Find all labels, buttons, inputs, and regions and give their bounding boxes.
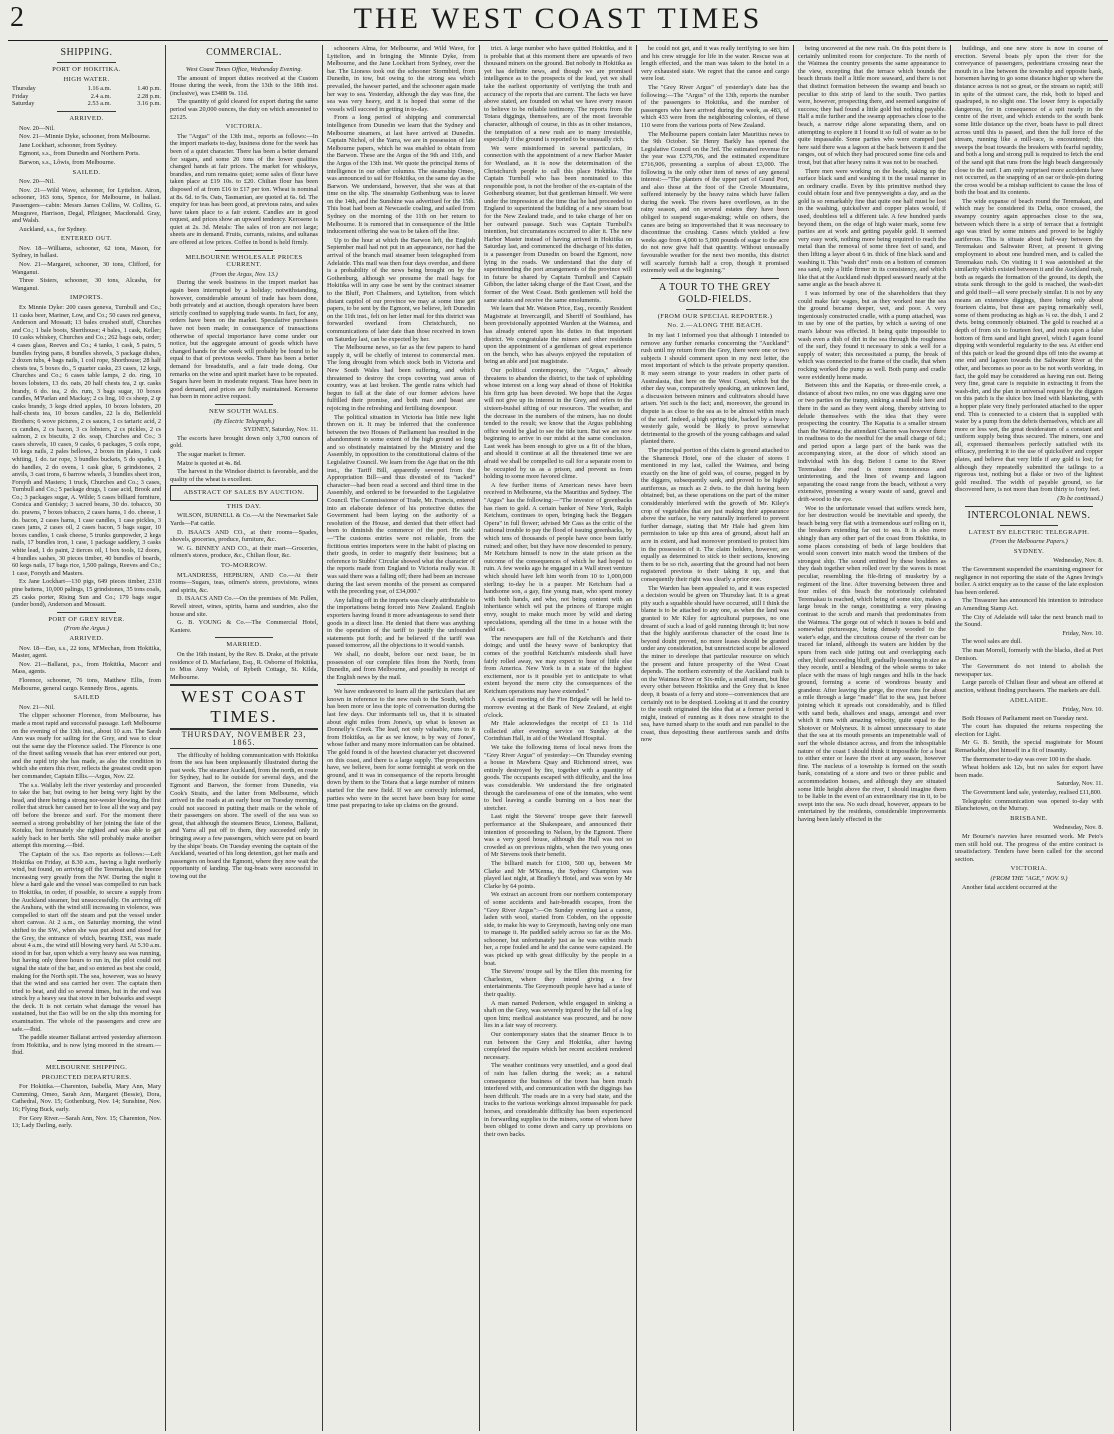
dateline: Wednesday, Nov. 8. xyxy=(1053,557,1103,565)
paragraph: schooners Alma, for Melbourne, and Wild Wave, for Lyttelton, and in bringing the Minnie Dyke, from Melbourne, and the Jane Lockhart from Sydney, over the bar. The Lioness took out the schooner Stormbird, from Dunedin, in tow, but owing to the strong sea which prevailed, the hawser parted, and the schooner again made her way to sea. Yesterday, although the day was fine, the sea was very heavy, and it is hoped that some of the vessels will succeed in getting in to-day. xyxy=(327,45,475,113)
paragraph: The man Morrell, formerly with the blacks, died at Port Denison. xyxy=(955,646,1103,662)
paragraph: M'LANDRESS, HEPBURN, AND Co.—At their rooms—Sugars, teas, oilmen's stores, provisions, wines and spirits, &c. xyxy=(170,571,318,594)
paragraph: Our political contemporary, the "Argus," already threatens to abandon the district, to the task of upholding whose interest on a long way ahead of those of Hokitika his firm grip has been devoted. We hope that the Argus will not give up its interest in the Grey, and refers to the sixteen-bushel sifting of our resources. The weather, and the decrease in the numbers of the miners, has no doubt tended to the result; we know that the Argus publishing office would be glad to see the tide turn. But we are now beginning to arrive in our midst at the same conclusion. Last week has been enough to give us a fit of the blues, and should it continue at all the threatened time we are afraid we shall be compelled to call for a separate room to be occupied by us as a prison, and prevent us from holding to some more favored clime. xyxy=(484,366,632,481)
subheading: SYDNEY. xyxy=(1013,547,1045,555)
paragraph: G. B. YOUNG & Co.—The Commercial Hotel, Kaniere. xyxy=(170,619,318,634)
paragraph: We shall, no doubt, before our next issue, be in possession of our complete files from the North, from Dunedin, and from Melbourne, and possibly in receipt of the English news by the mail. xyxy=(327,650,475,681)
column-1 xyxy=(8,45,165,1431)
subheading: TO-MORROW. xyxy=(220,562,268,570)
paragraph: The newspapers are full of the Ketchum's and their doings; and until the heavy wave of bankruptcy that comes of the youthful Ketchum's misdeeds shall have fairly rolled away, we may expect to hear of little else from America. New York is in a state of the highest excitement, nor is it possible yet to anticipate to what extent beyond the mere city the consequences of the Ketchum operations may have extended." xyxy=(484,634,632,695)
paragraph: buildings, and one new store is now in course of erection. Several boats ply upon the river for the conveyance of passengers, pedestrians crossing near the mouth in a line between the township and opposite bank, horsemen having to go some distance higher up where the distance across is not so great, or the stream so rapid; still in spite of the utmost care, the risk, both to biped and quadruped, is no slight one. The lower ferry is especially dangerous, for in consequence of a spit nearly in the centre of the river, and which extends to the south bank some little distance up the river, boats have to pull direct across until this is passed, and then the full force of the stream, running like a mill-race, is encountered; this sweeps the boat towards the breakers with fearful rapidity, and both a long and strong pull is required to fetch the end of the sand spit that runs from the high beach dangerously close to the surf. I am only surprised more accidents have not occurred, as the snapping of an oar or thole-pin during the cross would be a mishap sufficient to cause the loss of both the boat and its contents. xyxy=(955,45,1103,197)
auction-abstract-box xyxy=(170,485,318,501)
paragraph: For Hokitika.—Charenton, Isabella, Mary Ann, Mary Cumming, Omeo, Sarah Ann, Margaret (Bessie), Dora, Cathedral, Nov. 15; Gothenburg, Nov. 14; Sunshine, Nov. 16; Flying Buck, early. xyxy=(12,1083,161,1113)
paragraph: D. ISAACS AND CO., at their rooms—Spades, shovels, groceries, produce, furniture, &c. xyxy=(170,528,318,544)
divider xyxy=(215,637,273,638)
divider xyxy=(686,309,744,310)
paragraph: Nov. 21—Margaret, schooner, 30 tons, Clifford, for Wanganui. xyxy=(12,261,161,276)
paragraph: being uncovered at the new rush. On this point there is certainly unlimited room for conjecture. To the north of the Waimea the country presents the same appearance to the view, excepting that the terrace which bounds the beach thrusts itself a little more seaward, and there is not that distinct formation between the swamp and beach so peculiar to this strip of land to the south. Two parties were, however, prospecting there, and seemed sanguine of success; they had found a little gold but nothing payable. Half a mile further and the swamp approaches close to the beach, a narrow ridge alone separating them, and on attempting to explore it I found it so full of water as to be quite impassable. Some parties who were cramped just here said there was a lagoon at the back between it and the ranges, out of which they had procured some fine cels and trout, but that after heavy rains it was not to be reached. xyxy=(798,45,946,166)
paragraph: he could not get, and it was really terrifying to see him and his crew struggle for life in the water. Rescue was at length effected, and the man was taken to the hotel in a very exhausted state. We regret that the canoe and cargo were lost. xyxy=(641,45,789,83)
subheading: MARRIED. xyxy=(226,641,262,649)
subheading: ADELAIDE. xyxy=(1009,696,1049,704)
paragraph: We were misinformed in several particulars, in connection with the appointment of a new Harbor Master for Westland, as it is now the determination of the Christchurch people to call this place Hokitika. The Captain Turnbull who has been nominated to this responsible post, is not the brother of the ex-captain of the Gothenburg steamer, but that gentleman himself. We were under the impression at the time that he had proceeded to England to superintend the building of a new steam boat for the New Zealand trade, and to take charge of her on her outward passage. Such was Captain Turnbull's intention, but circumstances occurred to alter it. The new Harbor Master instead of having arrived in Hokitika on Saturday last, and commenced the discharge of his duties, is a passenger from Dunedin on board the Egmont, now lying in the roads. We understand that the duty of superintending the port arrangements of the province will in future be shared by Captain Turnbull and Captain Gibbon, the latter taking charge of the East Coast, and the former of the West Coast. Both gentlemen will hold the same status and receive the same emoluments. xyxy=(484,144,632,304)
subheading: BRISBANE. xyxy=(1010,814,1048,822)
paragraph: Between this and the Kapatia, or three-mile creek, a distance of about two miles, no one was digging save one or two parties on the tramp, sinking a small hole here and there in the sand as they went along, thereby striving to delude themselves with the idea that they were prospecting the country. The Kapatia is a smaller stream than the Waimea; the attendant Charon was however there in readiness to do the needful for the small charge of 6d.; and period upon a large part of the bank was the accompanying store, at the door of which stood an individual with his dog. Before I came to the River Teremakau the road is more monotonous and uninteresting, and the lines of swamp and lagoon separating the coast range from the beach, without a very extensive, presenting a weary waste of sand, gravel and drift-wood to the eye. xyxy=(798,382,946,504)
paragraph: The billiard match for £100, 500 up, between Mr Clarke and Mr M'Kenna, the Sydney Champion was played last night, at Bradley's Hotel, and was won by Mr Clarke by 64 points. xyxy=(484,859,632,890)
paragraph: Last night the Stevens' troupe gave their farewell performance at the Shakespeare, and announced their intention of proceeding to Nelson, by the Egmont. There was a very good house, although the Hall was not so crowded as on previous nights, when the two young ones of Mr Stevens took their benefit. xyxy=(484,813,632,859)
paragraph: We take the following items of local news from the "Grey River Argus" of yesterday:—On Thursday evening a house in Mawhera Quay and Richmond street, was entirely destroyed by fire, together with a quantity of goods. The occupants escaped with difficulty, and the loss was considerable. We understand the fire originated through the carelessness of one of the inmates, who went to bed leaving a candle burning on a box near the stretcher. xyxy=(484,744,632,812)
masthead xyxy=(8,0,1108,41)
divider xyxy=(215,404,273,405)
subheading: ARRIVED. xyxy=(69,114,104,122)
newspaper-title: THE WEST COAST TIMES xyxy=(353,2,763,35)
paragraph: Wheat holders ask 12s, but no sales for export have been made. xyxy=(955,764,1103,779)
paragraph: The Government suspended the examining engineer for negligence in not reporting the state of the Agnes Irving's boiler. A strict enquiry as to the cause of the late explosion has been ordered. xyxy=(955,566,1103,596)
paragraph: The amount of import duties received at the Custom House during the week, from the 13th to the 18th inst. (inclusive), was £3488 9s. 11d. xyxy=(170,74,318,97)
columns xyxy=(8,45,1108,1431)
paragraph: Our contemporary states that the steamer Bruce is to run between the Grey and Hokitika, after having completed the repairs which her recent accident rendered necessary. xyxy=(484,1031,632,1061)
paragraph: A few further items of American news have been received in Melbourne, via the Mauritius and Sydney. The "Argus" has the following:—"The investor of greenbacks has risen to gold. A certain banker of New York, Ralph Ketchum, continues to open, bringing back the Beggars Opera" in full flower; advised Mr Cass as the critic of the national trouble to pay the flood of issuing greenbacks, by which tens of thousands of people have once been fairly ruined; and other, but they have now descended to penury. Mr Ketchum himself is now in the state prison as the outcome of the consequences of which he had hoped to ruin. A few weeks ago he engaged in a Wall street venture which should have left him worth from 10 to 1,000,000 sterling; to-day he is a pauper. Mr Ketchum had a handsome son, a gay, fine young man, who spent money with both hands, and who, not being content with an inheritance which wil put the princes of Europe might envy, sought to make much more by wild and daring speculations, spending all the time in a house with the wild cat. xyxy=(484,481,632,634)
paragraph: Nov. 18—Williams, schooner, 62 tons, Mason, for Sydney, in ballast. xyxy=(12,244,161,260)
subheading: ABSTRACT OF SALES BY AUCTION. xyxy=(183,489,305,497)
dateline: Wednesday, Nov. 8. xyxy=(1053,824,1103,832)
divider xyxy=(57,612,116,613)
divider xyxy=(215,250,273,251)
subheading: SAILED xyxy=(73,694,100,702)
column-2 xyxy=(165,45,322,1431)
subheading: VICTORIA. xyxy=(1010,865,1048,873)
paragraph: The court has disputed the returns respecting the election for Light. xyxy=(955,723,1103,738)
subheading: IMPORTS. xyxy=(69,294,104,302)
paragraph: Telegraphic communication was opened to-day with Blanchetown, on the Murray. xyxy=(955,797,1103,813)
paragraph: The "Grey River Argus" of yesterday's date has the following:—The "Argus" of the 13th, reports the number of the passengers to Hokitika, and the number of passengers who have arrived during the week, as 483, of which 433 were from the neighbouring colonies, of these 110 were from the various ports of New Zealand. xyxy=(641,83,789,129)
subheading: MELBOURNE WHOLESALE PRICES CURRENT. xyxy=(185,253,303,269)
paragraph: The wide expanse of beach round the Teremakau, and which may be considered its Delta, once crossed, the swampy country again approaches close to the sea, between which there is a strip of terrace that a fortnight ago was tried by some miners and proved to be highly auriferous. This is situate about half-way between the Teremakau and Saltwater River, at present it giving employment to about one hundred men, and is called the Teremakau rush. On visiting it I was astonished at the similarity which existed between it and the Auckland rush, both as regards the formation of the ground, its depth, the strata sunk through to the gold is reached, the wash-dirt and gold itself—all were precisely similar. It is not by any means an extensive diggings, there being only about fourteen claims, but these are paying remarkably well, some of them producing as high as ¼ oz. the dish, 1 and 2 dwts. being commonly obtained. The gold is reached at a depth of from six to fourteen feet, and rests upon a false bottom of firm sand and light gravel, which I again found dipping with wonderful regularity to the sea. At either end of this patch or lead the ground dips off into the swamp at one end and lagoon towards the Saltwater River at the other, and becomes so poor as to be not worth working, in fact, the gold may be considered as having run out. Being very fine, great care is requisite in extracting it from the wash-dirt, and the plan in universal request by the diggers on this patch is the sluice box lined with blanketing, with a hopper plate very finely perforated attached to the upper end. This is connected to a cistern that is supplied with water by a pump from the debris themselves, which are all more or less wet, the great desideratum of a constant and uniform supply being thus secured. The miners, one and all, expressed themselves perfectly satisfied with its efficacy, preferring it to the use of quicksilver and copper plates, and believe that very little if any gold is lost; for although they repeatedly submitted the tailings to a rigorous test, nothing but a flake or two of the lightest gold resulted. The width of payable ground, so far discovered here, is not more than from thirty to forty feet. xyxy=(955,197,1103,494)
paragraph: The Government do not intend to abolish the newspaper tax. xyxy=(955,663,1103,678)
paragraph: Large parcels of Chilian flour and wheat are offered at auction, without finding purchasers. The markets are dull. xyxy=(955,679,1103,694)
paragraph: The political situation in Victoria has little new light thrown on it. It may be inferred that the conference between the two Houses of Parliament has resulted in the abandonment to some extent of the high ground so long and so obstinately maintained by the Ministry and the Assembly, in opposition to the constitutional claims of the Legislative Council. We learn from the Age that on the 8th inst., the Tariff Bill, apparently severed from the Appropriation Bill—and thus divested of its "tacked" character—had been read a second and third time in the Assembly, and ordered to be forwarded to the Legislative Council. The Commissioner of Trade, Mr. Francis, entered into an elaborate defence of his protective duties the Government had been laying on the authority of a resolution of the House, and denied that their effect had been to diminish the commerce of the port. He said:—"The customs entries were not reliable, from the fictitious entries importers were in the habit of placing on their goods, in order to magnify their business; but a reference to Stubbs' Circular showed what the character of the reports made from England to Victoria really was. It was said there was a falling off; there had been an increase during the last seven months of the present as compared with the preceding year, of £34,000." xyxy=(327,413,475,596)
page-number: 2 xyxy=(10,2,24,33)
paragraph: Mr Hale acknowledges the receipt of £1 1s 11d collected after evening service on Sunday at the Corinthian Hall, in aid of the Westland Hospital. xyxy=(484,720,632,743)
paragraph: The Melbourne papers contain later Mauritius news to the 9th October. Sir Henry Barkly has opened the Legislative Council on the 3rd. The estimated revenue for the year was £379,706, and the estimated expenditure £716,906, presenting a surplus of about £3,000. The following is the only other item of news of any general interest:—"The planters of the upper part of Grand Port, and also those at the foot of the Creole Mountains, suffered intensely by the heavy rains which have fallen during the week. The rivers have overflown, as in the rainy season, and on several estates they have been obliged to suspend sugar-making; while on others, the canes are being so impoverished that it was necessary to discontinue the crushing. Canes which yielded a few weeks ago from 4,000 to 5,000 pounds of sugar to the acre do not now give half that quantity. Without unusually favourable weather for the next two months, this district will scarcely furnish half a crop, though it promised extremely well at the beginning." xyxy=(641,130,789,275)
paragraph: The Government land sale, yesterday, realised £11,800. xyxy=(962,789,1102,797)
subheading: No. 2.—ALONG THE BEACH. xyxy=(667,322,763,330)
paragraph: Nov. 21—Ballarat, p.s., from Hokitika, Macorr and Mass, agents. xyxy=(12,660,161,676)
paragraph: Any falling off in the imports was clearly attributable to the importations being forced into New Zealand. English exporters having found it more advantageous to send their goods in a direct line. He denied that there was anything in the operation of the tariff to justify the unfounded statements put forth; and he believed if the tariff was passed tomorrow, all the objections to it would vanish. xyxy=(327,596,476,650)
subheading: PROJECTED DEPARTURES. xyxy=(41,1073,132,1081)
subheading: (FROM OUR SPECIAL REPORTER.) xyxy=(657,312,773,320)
paragraph: Nov. 21—Minnie Dyke, schooner, from Melbourne. xyxy=(19,133,151,141)
paragraph: Ex Jane Lockhart—130 pigs, 649 pieces timber, 2318 pine battens, 10,000 palings, 15 grindstones, 35 tons coals, 25 casks porter, Rising Sun and Co.; 179 bags sugar (under bond), Anderson and Mossatt. xyxy=(12,578,161,609)
editorial-masthead: WEST COAST TIMES. xyxy=(170,684,318,730)
paragraph: We learn that Mr. Watson Price, Esq., recently Resident Magistrate at Invercargill, and Sheriff of Southland, has been provisionally appointed Warden at the Waimea, and has already entered upon his duties in that important district. We congratulate the miners and other residents upon the appointment of a gentleman of great experience on the bench, who has always enjoyed the reputation of being an able and just magistrate. xyxy=(484,305,632,366)
divider xyxy=(215,62,273,63)
paragraph: Mr Bourne's navvies have resumed work. Mr Peto's men still hold out. The progress of the entire contract is unsatisfactory. Tenders have been called for the second section. xyxy=(955,833,1103,863)
paragraph: The Captain of the s.s. Eso reports as follows:—Left Hokitika on Friday, at 8.30 a.m., having a light northerly wind, but found, on arriving off the Teremakau, the breeze increasing very greatly from the NW. During the night it blew a hard gale and the vessel was compelled to run back to Hokitika, in order, if possible, to secure a supply from the Auckland steamer, but unsuccessfully. On arriving off the Arahura, with the wind still increasing in violence, was compelled to start off the steam and put the vessel under short canvas. At 2 a.m., on Saturday morning, the wind shifted to the SW., when she was put about and stood for the Grey, the entrance of which, bearing ESE, was made about 4 a.m., the wind still blowing very hard. At 5.30 a.m. stood in for bar, upon which a very heavy sea was running, but having only three hours to run in, the pilot could not signal the state of the bar, and so entered as best she could, making for the North spit. The sea, however, was so heavy that the wind and sea carried her over. The captain then tried to beat, and did so several times, but in the end was struck by a heavy sea that stove in her bulwarks and swept the deck. It is not certain what damage the vessel has sustained, but the Eso will be on the slip this morning for examination. The whole of the passengers and crew are safe.—Ibid. xyxy=(12,851,162,1033)
paragraph: Three Sisters, schooner, 30 tons, Alcasha, for Wanganui. xyxy=(12,277,161,292)
continued-note: (To be continued.) xyxy=(1057,495,1103,503)
table-row: Saturday 2.53 a.m. 3.16 p.m. xyxy=(12,100,161,108)
paragraph: The City of Adelaide will take the next branch mail to the Sound. xyxy=(955,613,1103,629)
divider xyxy=(651,278,779,279)
column-4 xyxy=(479,45,636,1431)
divider xyxy=(57,1060,116,1061)
column-6 xyxy=(793,45,950,1431)
paragraph: WILSON, BURNELL & Co.—At the Newmarket Sale Yards—Fat cattle. xyxy=(170,512,318,528)
paragraph: The harvest in the Windsor district is favorable, and the quality of the wheat is excellent. xyxy=(170,468,318,483)
paragraph: Barwon, s.s., Lôwis, from Melbourne. xyxy=(19,158,116,166)
column-5 xyxy=(636,45,793,1431)
section-heading: INTERCOLONIAL NEWS. xyxy=(967,509,1091,521)
paragraph: During the week business in the import market has again been interrupted by a holiday; notwithstanding, however, considerable amount of trade has been done, both privately and at auction, though operators have been strictly confined to supplying trade wants. In fact, for any, orders have been on the market. Speculative purchases have not been made; in consequence of transactions otherwise of special importance have come under our notice, but the aggregate amount of goods which have changed hands for the week will probably be found to be equal to that of previous weeks. There has been a better demand for breadstuffs, and a fair trade doing. Our remarks on the wine and spirit market have to be repeated. Sugars have been in moderate request. Teas have been in good demand, and prices are fully maintained. Kerosene has been in more active request. xyxy=(170,279,318,401)
paragraph: Florence, schooner, 76 tons, Matthew Ellis, from Melbourne, general cargo. Kennedy Bros., agents. xyxy=(12,676,161,692)
section-heading: COMMERCIAL. xyxy=(206,47,282,58)
paragraph: The thermometer to-day was over 100 in the shade. xyxy=(962,755,1092,763)
paragraph: A special meeting of the Fire Brigade will be held to-morrow evening at the Bank of New Zealand, at eight o'clock. xyxy=(484,696,632,719)
divider xyxy=(57,111,116,112)
dateline: West Coast Times Office, Wednesday Evening. xyxy=(185,66,303,73)
paragraph: There men were working on the beach, taking up the surface black sand and washing it in the usual manner in an ordinary cradle. Even by this primitive method they could obtain four and five pennyweights a day, and as the gold is so remarkably fine that quite one half must be lost in the washing, quicksilver and copper plates would, if used, doubtless tell a different tale. A few hundred yards beyond them, on the edge of high water mark, some few parties are at work and getting payable gold. It seemed very easy work, nothing more being required to reach the metal than the removal of some three feet of sand, and then lifting a layer about 6 in. thick of fine black sand and washing it. This "wash dirt" rests on a bottom of common sea sand, only a little firmer in its consistency, and which like that at the Auckland rush dipped seaward nearly at the same angle as the beach above it. xyxy=(798,167,946,289)
paragraph: For Grey River.—Sarah Ann, Nov. 15; Charenton, Nov. 13; Lady Darling, early. xyxy=(12,1114,161,1130)
source-line: (From the Argus.) xyxy=(63,625,110,633)
paragraph: The wool sales are dull. xyxy=(962,638,1022,646)
subheading: ENTERED OUT. xyxy=(60,235,113,243)
paragraph: Another fatal accident occurred at the xyxy=(962,883,1057,891)
subheading: THIS DAY. xyxy=(226,502,262,510)
divider xyxy=(57,62,116,63)
paragraph: Nov. 20—Nil. xyxy=(19,178,55,186)
subheading: NEW SOUTH WALES. xyxy=(208,407,280,415)
dateline: Saturday, Nov. 11. xyxy=(1056,780,1103,788)
paragraph: The "Argus" of the 13th inst., reports as follows:—In the import markets to-day, business done for the week has been of a quiet character. There has been a better demand for sugars, and some 20 tons of the lower qualities changed hands at fair prices. The market for whiskeys, brandies, and rum remains quiet; some sales of flour have taken place at £19 10s. to £20. Chilian flour has been disposed of at from £16 to £17 per ton. Wheat is nominal at 8s. 6d. to 9s. Oats, Tasmanian, are quoted at 6s. 6d. The enquiry for teas has been good, at previous rates, and sales have taken place to a fair extent. Candles are in good request, and prices show an upward tendency. Kerosene is quiet at 2s. 3d. Metals: The sales of iron are not large; sheets are in demand. Fruits, currants, raisins, and sultanas are offered at low prices. Coffee in bond is held firmly. xyxy=(170,132,318,247)
paragraph: Auckland, s.s., for Sydney. xyxy=(19,225,87,233)
editorial-date: THURSDAY, NOVEMBER 23, 1865. xyxy=(170,731,318,748)
paragraph: The clipper schooner Florence, from Melbourne, has made a most rapid and successful passage. Left Melbourne on the evening of the 13th inst., about 10 a.m. The Sarah Ann was ready for sailing for the Grey, and was to clear out the same day the Florence sailed. The Florence is one of the finest sailing vessels that has ever entered our port, and the rapid trip she has made, as also the condition in which she enters this river, reflects the greatest credit upon her commander, Captain Ellis.—Argus, Nov. 22. xyxy=(12,712,161,781)
subheading: LATEST BY ELECTRIC TELEGRAPH. xyxy=(968,528,1090,536)
paragraph: From a long period of shipping and commercial intelligence from Dunedin we learn that the Sydney and Melbourne steamers, at last have arrived at Dunedin. Captain Nichol, of the Yarra, we are in possession of late Melbourne papers, which he was enabled to obtain from the Barwon. These are the Argus of the 9th and 11th, and the Argus of the 13th inst. We quote the principal items of intelligence in our other columns. The steamship Omeo, was announced to sail for Hokitika, on the same day as the Barwon. We understand, however, that she was at that time on the slip. The steamship Gothenburg was to leave on the 14th, and the Sunshine was advertised for the 15th. This boat had been at Newcastle coaling, and sailed from Sydney on the morning of the 11th on her return to Melbourne. It is rumored that in consequence of the little inducement offering she was to be taken off the line. xyxy=(327,114,475,236)
paragraph: Both Houses of Parliament meet on Tuesday next. xyxy=(962,714,1089,722)
subheading: SAILED. xyxy=(72,168,101,176)
dateline: SYDNEY, Saturday, Nov. 11. xyxy=(243,426,318,434)
dateline: Friday, Nov. 10. xyxy=(1062,706,1103,714)
paragraph: The Melbourne news, so far as the few papers to hand supply it, will be chiefly of interest to commercial men. The long drought from which stock both in Victoria and New South Wales had been suffering, and which threatened to destroy the crops covering vast areas of country, was at last broken. The gentle rains which had begun to fall at the date of our former advices have fulfilled their promise, and both man and beast are rejoicing in the refreshing and fertilising downpour. xyxy=(327,344,475,412)
paragraph: The quantity of gold cleared for export during the same period was 20,000 ounces, the duty on which amounted to £2125. xyxy=(170,98,318,121)
paragraph: trict. A large number who have quitted Hokitika, and it is probable that at this moment there are upwards of two thousand miners on the ground. But nobody in Hokitika as yet has definite news, and though we are promised intelligence as to the prospects of the lead, yet we shall take the earliest opportunity of verifying the truth and accuracy of the reports that are current. The facts we have above stated, are founded on what we have every reason to believe to be reliable testimony. The reports from the Totara diggings, themselves, are of the most favorable character, although of course, in this as in other instances, the temptation of a new rush are to many irresistible, especially if the ground is reported to be unusually rich. xyxy=(484,45,632,144)
paragraph: Nov. 21—Nil. xyxy=(19,703,55,711)
paragraph: Up to the hour at which the Barwon left, the English September mail had not put in an appearance, nor had the arrival of the branch mail steamer been telegraphed from Adelaide. This mail was then four days overdue, and there is a probability of the news being brought on by the Gothenburg, although we presume the mail bags for Hokitika will in any case be sent by the contract steamer to the Bluff, Port Chalmers, and Lyttelton, from which distant capitol of our province we may at some time get papers, to be sent by the Egmont, we believe, left Dunedin on the 11th inst., felt on her letter mail for this district was forwarded overland from Christchurch, no communications of later date than those received in town on Saturday last, can be expected by her. xyxy=(327,236,475,343)
paragraph: W. G. BINNEY AND CO., at their mart—Groceries, oilmen's stores, produce, &c., Chilian flour, &c. xyxy=(170,544,318,560)
paragraph: In my last I informed you that although I intended to remove any further remarks concerning the "Auckland" rush until my return from the Grey, there were one or two subjects I should comment upon in my next letter, the most important of which is the private property question. It may seem strange to your readers in other parts of Australasia, that here on the West Coast, which but the other day was, comparatively speaking, an unknown land, a discussion between miners and cultivators should have arisen. Yet such is the fact; and, moreover, the ground in dispute is as close to the sea as to be almost within reach of the surf. Indeed, a high spring tide, backed by a heavy westerly gale, would be likely to prove somewhat detrimental to the growth of the young cabbages and salad planted there. xyxy=(641,332,789,446)
paragraph: We extract an account from our northern contemporary of some accidents and hair-breadth escapes, from the "Grey River Argus":—On Sunday evening last a canoe, laden with wool, started from Cobden, on the opposite side, to make his way to Greymouth, having only one man to manage it. He paddled safely across so far as the Mo. schooner, but unfortunately just as he was within reach her, a rope fouled and he and the canoe were capsized. He was picked up with great difficulty by the people in a boat. xyxy=(484,891,632,967)
section-heading: SHIPPING. xyxy=(60,47,113,58)
paragraph: Nov. 18—Eso, s.s., 22 tons, M'Mechan, from Hokitika, Master, agent. xyxy=(12,644,161,660)
subheading: MELBOURNE SHIPPING. xyxy=(45,1064,128,1072)
subheading: PORT OF GREY RIVER. xyxy=(48,615,125,623)
paragraph: Maize is quoted at 4s. 8d. xyxy=(177,459,242,467)
source-line: (From the Melbourne Papers.) xyxy=(990,538,1068,546)
paragraph: A man named Pederson, while engaged in sinking a shaft on the Grey, was severely injured by the fall of a log upon him; medical assistance was procured, and he now lies in a fair way of recovery. xyxy=(484,999,632,1030)
table-row: Thursday 1.16 a.m. 1.40 p.m. xyxy=(12,85,161,93)
column-7 xyxy=(950,45,1107,1431)
paragraph: The weather continues very unsettled, and a good deal of rain has fallen during the week; as a natural consequence the business of the town has been much interfered with, and communication with the diggings has been difficult. The roads are in a very bad state, and the tracks to the various workings almost impassable for pack horses, and considerable difficulty has been experienced in forwarding supplies to the miners, some of whom have been obliged to come down and carry up provisions on their own backs. xyxy=(484,1062,632,1138)
column-3 xyxy=(322,45,479,1431)
source-line: (From the Argus, Nov. 13.) xyxy=(210,270,278,278)
paragraph: The paddle steamer Ballarat arrived yesterday afternoon from Hokitika, and is now lying moored in the stream.—Ibid. xyxy=(12,1034,161,1057)
paragraph: I was informed by one of the shareholders that they could make fair wages, but as they worked near the sea the ground became deeper, wet, and poor. A very ingeniously constructed cradle, with a pump attached, was in use by one of the parties, by which a saving of one man's labour was effected. It being quite impossible to wash even a dish of dirt in the sea through the roughness of the surf, they found it necessary to sink a well for a supply of water; this necessitated a pump, the break of which was connected to the frame of the cradle, that when rocking worked the pump as well. Both pump and cradle were evidently home made. xyxy=(798,290,946,381)
paragraph: The escorts have brought down only 3,700 ounces of gold. xyxy=(170,434,318,450)
paragraph: Woe to the unfortunate vessel that suffers wreck here, for her destruction would be inevitable and speedy, the beach being very flat with a tremendous surf rolling on it, the breakers extending far out to sea. It is also more shingly than any other part of the coast from Hokitika, in some places consisting of beds of large boulders that would soon convert into match wood the timbers of the strongest ship. The sound emitted by these boulders as they dash together when rolled over by the waves is most peculiar, resembling the file-firing of musketry by a regiment of the line. After traversing between three and four miles of this beach the notoriously celebrated Teremakau is reached, which being of some size, makes a large break in the range, constituting a very pleasing contrast to the scrub and marsh that predominates from the Waimea. The gorge out of which it issues is bold and somewhat picturesque, being densely wooded to the water's edge, and the circuitous course of the river can be traced far inland, although its waters are hidden by the spurs from each side jutting out and overlapping each other, bluff succeeding bluff, gradually lessening in size as they recede, until a blending of the whole seems to take place with the mass of high ranges and hills in the back ground, forming a scene of wondrous beauty and grandeur. After leaving the gorge, the river runs for about a mile through a large "made" flat to the sea, just before joining which it spreads out considerably, and is filled with sand beds, shallows and snags, amongst and over which it runs with amazing velocity, quite equal to the Shotover or Molyneux. It is almost unnecessary to state that the sea at its mouth presents an impenetrable wall of surf the whole distance across, and from the inhospitable nature of the coast I should think it impossible for a boat to either enter or leave the river at any season, however fine. The nucleus of a township is formed on the south bank, consisting of a store and two or three public and accommodation houses, and although they are situated some little height above the river, I should imagine them to be liable in the event of an extraordinary rise in it, to be swept into the sea. No such dread, however, appears to be entertained by the residents, considerable improvements having been lately effected in the xyxy=(798,504,946,823)
divider xyxy=(1000,525,1058,526)
source-line: (FROM THE "AGE," NOV. 9.) xyxy=(990,874,1068,882)
subheading: PORT OF HOKITIKA. xyxy=(52,66,121,73)
paragraph: The s.s. Wallaby left the river yesterday and proceeded to take the bar, but owing to her being very light by the head, and there being a strong nor-wester blowing, the first roller that struck her caused her to lose all the way and pay off before the breeze and surf. For the moment there seemed a strong probability of her joining the fate of the Kotuku, but fortunately she righted and was able to get safely back to her berth. She will probably make another attempt this morning.—Ibid. xyxy=(12,781,161,850)
paragraph: The Stevens' troupe sail by the Ellen this morning for Charleston, where they intend giving a few entertainments. The Greymouth people have had a taste of their quality. xyxy=(484,968,632,999)
paragraph: Egmont, s.s., from Dunedin and Northern Ports. xyxy=(19,150,140,158)
paragraph: Mr G. B. Smith, the special magistrate for Mount Remarkable, shot himself in a fit of insanity. xyxy=(955,739,1103,755)
high-water-table xyxy=(12,85,161,108)
subheading: VICTORIA. xyxy=(225,123,263,131)
paragraph: Nov. 20—Nil. xyxy=(19,124,55,132)
section-heading: A TOUR TO THE GREY GOLD-FIELDS. xyxy=(659,281,771,305)
paragraph: The Warden has been appealed to, and it was expected a decision would be given on Thursday last. It is a great pity such a squabble should have occurred, still I think the blame is to be attached to any one, as when the land was granted to Mr Kiley for agricultural purposes, no one dreamt of such a load of gold running through it; but now that the highly auriferous character of the coast line is beyond doubt proved, no more leases should be granted under any consideration, but unrestricted scope be allowed the miner to develope that particular resource on which the present and future prosperity of the West Coast depends. The northern extremity of the Auckland rush is on the Waimea River or Six-mile, a small stream, but like every other between Hokitika and the Grey that is knee deep, it boasts of a ferry and store—conveniences that are certainly not to be despised. Looking at it and the country to the south originated the idea that at a former period it might, instead of running as it does now straight to the sea, have turned sharp to the south and run parallel to the coast, thus depositing these auriferous sands and drifts now xyxy=(641,584,789,744)
paragraph: The sugar market is firmer. xyxy=(177,450,246,458)
dateline: Friday, Nov. 10. xyxy=(1062,629,1103,637)
paragraph: Nov. 21—Wild Wave, schooner, for Lyttelton. Airon, schooner, 163 tons, Spence, for Melbourne, in ballast. Passengers—cabin: Messrs James Collins, W. Collins, G. Musgrave, Harrison, Degal, Pflzigner, Macdonald. Gray, and Walsh. xyxy=(12,186,161,225)
divider xyxy=(337,684,465,685)
paragraph: D. ISAACS AND Co.—On the premises of Mr. Pullen, Revell street, wines, spirits, hams and sundries, also the house and site. xyxy=(170,595,318,618)
paragraph: On the 16th instant, by the Rev. B. Drake, at the private residence of D. Macfarlane, Esq., R. Osborne of Hokitika, to Miss Amy Walsh, of Rybeth Cottage, St. Kilda, Melbourne. xyxy=(170,650,318,681)
table-row: Friday 2.4 a.m. 2.28 p.m. xyxy=(12,92,161,100)
paragraph: The difficulty of holding communication with Hokitika from the sea has been unpleasantly illustrated during the past week. The steamer Auckland, from the north, en route for Sydney, had to lie outside for several days, and the Egmont and Barwon, the former from Dunedin, via Cook's Straits, and the latter from Melbourne, which arrived in the roads at an early hour on Tuesday morning, could not succeed in putting their mails or the whole of their passengers on shore. The swell of the sea was so great, that although the steamers Bruce, Lioness, Ballarat, and Yarra all put off to them, they succeeded only in bringing away a few passengers, which were put on board by the ships' boats. On Tuesday evening the captain of the Auckland, wearied of his long detention, got her mails and passengers on board the Egmont, where they now wait the opportunity of landing. The tug-boats were successful in towing out the xyxy=(170,751,318,881)
paragraph: The principal portion of this claim is ground attached to the Shamrock Hotel, one of the cluster of stores I mentioned in my last, called the Waimea, and being exactly on the line of gold was, of course, pegged in by the diggers, subsequently sank, and proved to be highly auriferous, as much as 2 dwts. to the dish having been obtained; but, as these operations on the part of the miner considerably interfered with the growth of Mr. Kiley's crop of vegetables that are just making their appearance above the surface, he very naturally interfered to prevent further damage, stating that Mr Hale had given him permission to take up this area of ground, about half an acre in extent, and had moreover promised to protect him in the possession of it. The claim holders, however, are equally as determined to stick to their sections, knowing them to be so rich, asserting that the ground had not been registered previous to their taking it up, and that consequently their right was clearly a prior one. xyxy=(641,446,789,583)
paragraph: Ex Minnie Dyke: 200 cases geneva, Turnbull and Co.; 11 casks beer, Mariner, Low, and Co.; 50 cases red geneva, Anderson and Mossatt; 13 bales crushed stuff, Churches and Co.; 1 bale boots, Sherthouse; 4 bales, 1 cask, Keller; 10 casks whiskey, Churches and Co.; 262 bags oats, order; 4 cases glass, Reeves and Co.; 4 tanks, 1 cask, 5 pairs, 5 bundles frying pans, 8 bundles shovels, 3 package dishes, 2 dozen tubs, 4 bags nails, 1 coil rope, Shorthouse; 28 half chests tea, 5 boxes do., 5 quarter casks, 23 cases, 12 kegs, Churches and Co.; 6 cases table lamps, 2 do. ring, 10 boxes lobsters, 13 do. oats, 20 half chests tea, 2 qr. casks brandy, 6 do. tea, 2 do. rum, 3 bags sugar, 10 boxes candles, M'Parlan and Mackay; 2 cs ling, 10 cs sheep, 2 qr casks brandy, 3 kegs dried apples, 10 boxes lobsters, 20 half-chests tea, 10 boxes candles, 22 ls do, Bellenfeld Brothers; 6 wove pictures, 2 cs sauces, 1 cs tartaric acid, 2 cs candies, 2 cs bacon, 3 cs lobsters, 2 cs pickles, 2 cs salmon, 2 cs biscuits, 2 do. soap, Churches and Co.; 3 cases shovels, 10 cases, 9 casks, 6 packages, 5 coils rope, 10 kegs nails, 2 pales bellows, 2 boxes tin plates, 1 cask whiting, 1 do. tar rope, 3 bundles buckets, 5 do spades, 1 do handles, 2 do ovens, 1 cask glue, 6 grindstones, 2 anvils, 3 cast irons, 6 barrow wheels, 3 bundles sheet iron, Forsyth and Masters; 1 truck, Churches and Co.; 3 cases, Turnbull and Co.; 5 package drugs, 1 case acid, Brook and Co.; 3 packages sugar, A. Wilde; 5 cases billiard furniture, Corsica and Gunisky; 3 sacred beans, 30 do. tobacco, 30 do. prawns, 7 boxes tobacco, 2 cases hams, 1 do. cheese, 1 do. bacon, 2 cases hams, 1 case candles, 1 case pickles, 3 cases jams, 2 cases oil, 2 cases bacon, 5 bags sugar, 10 boxes candles, 1 cask cheese, 5 trunks gunpowder, 2 kegs nails, 17 bundles iron, 1 case, 1 package saddlery, 3 casks white lead, 1 do paint, 2 tierces oil, 1 box tools, 12 doors, 4 bundles sashes, 30 pieces timber, 40 bundles of boards, 60 kegs nails, 17 bags rice, 1,500 palings, Reeves and Co.; 1 case, Forsyth and Masters. xyxy=(12,304,161,577)
paragraph: Jane Lockhart, schooner, from Sydney. xyxy=(19,141,118,149)
subheading: HIGH WATER. xyxy=(63,75,110,83)
source-line: (By Electric Telegraph.) xyxy=(213,417,275,425)
paragraph: We have endeavored to learn all the particulars that are known in reference to the new rush to the South, which has been more or less the topic of conversation during the last few days. Our informants tell us, that it is situated about eight miles from Jones's, up what is known as Donnelly's Creek. The lead, not only valuable, runs to it from Hokitika, as far as we know, is by way of Jones', whose father and many more information can be obtained. The gold found is of the heaviest character yet discovered on this coast, and there is a large supply. The prospectors have, we believe, been for some fortnight at work on the ground, and it was in consequence of the reports brought down by them to the Totara that a large number of miners started for the new field. If we are correctly informed, parties who were in the secret have been busy for some time past preparing to take up claims on the ground. xyxy=(327,688,475,810)
paragraph: The Treasurer has announced his intention to introduce an Amending Stamp Act. xyxy=(955,597,1103,612)
divider xyxy=(965,506,1093,507)
subheading: ARRIVED. xyxy=(69,634,104,642)
